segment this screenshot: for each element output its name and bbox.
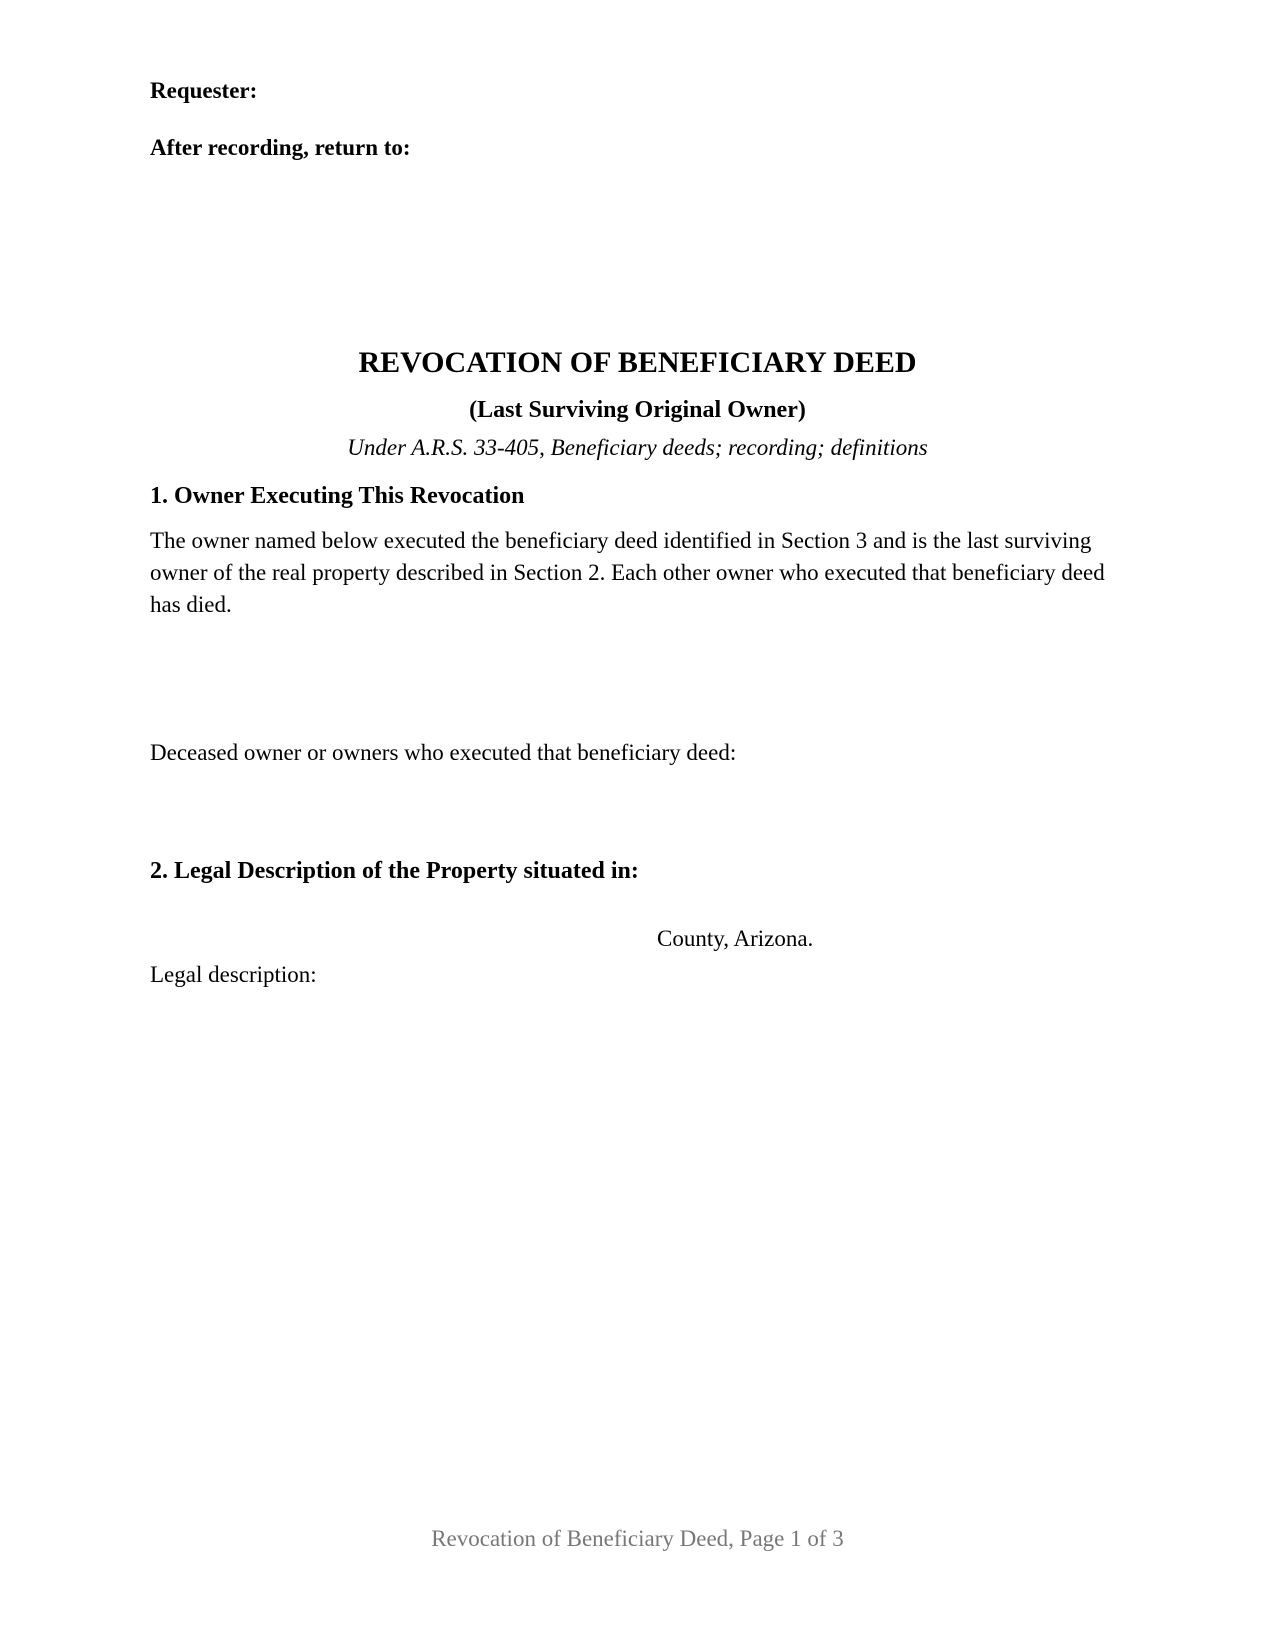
page-footer: Revocation of Beneficiary Deed, Page 1 of 3 — [431, 1526, 844, 1551]
statutory-authority: Under A.R.S. 33-405, Beneficiary deeds; recording; definitions — [347, 435, 928, 460]
section-1-heading: 1. Owner Executing This Revocation — [150, 483, 525, 509]
county-arizona-text: County, Arizona. — [657, 926, 814, 951]
document-subtitle: (Last Surviving Original Owner) — [469, 397, 806, 423]
section-1-paragraph: The owner named below executed the beneficiary deed identified in Section 3 and is the last surviving owner of the real property described in Section 2. Each other owner who executed that beneficiary deed has died. — [150, 528, 1105, 617]
legal-description-label: Legal description: — [150, 962, 317, 987]
deceased-owners-label: Deceased owner or owners who executed that beneficiary deed: — [150, 740, 737, 765]
section-2-heading: 2. Legal Description of the Property situated in: — [150, 858, 639, 884]
document-title: REVOCATION OF BENEFICIARY DEED — [358, 346, 917, 379]
return-to-label: After recording, return to: — [150, 135, 411, 160]
requester-label: Requester: — [150, 78, 258, 103]
